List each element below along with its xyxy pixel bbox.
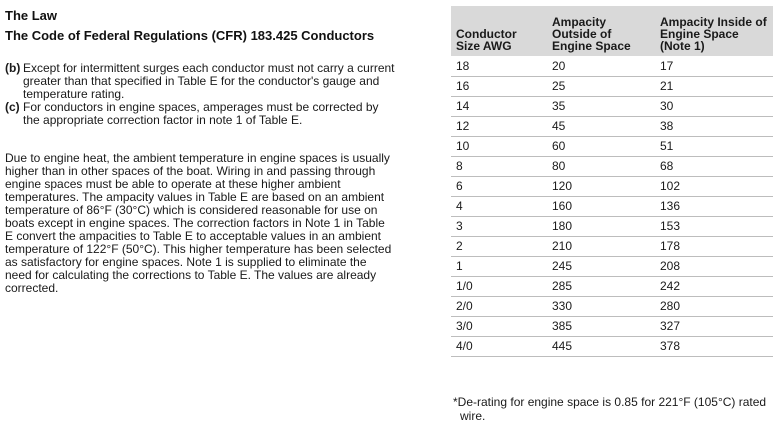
table-row [451, 336, 773, 356]
conductor-size-cell: 4/0 [451, 336, 547, 356]
rule-item-c [5, 101, 395, 127]
ampacity-inside-cell: 242 [655, 276, 773, 296]
ampacity-inside-cell: 30 [655, 96, 773, 116]
conductor-size-cell: 2/0 [451, 296, 547, 316]
table-row [451, 296, 773, 316]
ampacity-outside-cell: 330 [547, 296, 655, 316]
table-row [451, 236, 773, 256]
ampacity-inside-cell: 51 [655, 136, 773, 156]
table-row [451, 96, 773, 116]
ampacity-outside-cell: 35 [547, 96, 655, 116]
rule-list [5, 62, 395, 127]
ampacity-outside-cell: 180 [547, 216, 655, 236]
ampacity-inside-cell: 136 [655, 196, 773, 216]
ampacity-inside-cell: 153 [655, 216, 773, 236]
ampacity-inside-cell: 68 [655, 156, 773, 176]
table-header-row [451, 6, 773, 56]
rule-item-b [5, 62, 395, 101]
ampacity-outside-cell: 25 [547, 76, 655, 96]
ampacity-table [451, 6, 773, 357]
ampacity-outside-cell: 120 [547, 176, 655, 196]
ampacity-outside-cell: 245 [547, 256, 655, 276]
rule-marker: (b) [5, 61, 21, 75]
conductor-size-cell: 8 [451, 156, 547, 176]
conductor-size-cell: 18 [451, 56, 547, 76]
ampacity-outside-cell: 385 [547, 316, 655, 336]
rule-text: Except for intermittent surges each conductor must not carry a current greater than that specified in Table E for the conductor's gauge and temperature rating. [23, 61, 395, 101]
ampacity-outside-cell: 285 [547, 276, 655, 296]
ampacity-table-container [451, 6, 773, 357]
ampacity-inside-cell: 378 [655, 336, 773, 356]
table-row [451, 276, 773, 296]
ampacity-outside-cell: 80 [547, 156, 655, 176]
conductor-size-cell: 10 [451, 136, 547, 156]
conductor-size-cell: 6 [451, 176, 547, 196]
conductor-size-cell: 12 [451, 116, 547, 136]
table-row [451, 176, 773, 196]
ampacity-outside-cell: 45 [547, 116, 655, 136]
rule-marker: (c) [5, 100, 20, 114]
ampacity-inside-cell: 21 [655, 76, 773, 96]
ampacity-inside-cell: 178 [655, 236, 773, 256]
ampacity-inside-cell: 38 [655, 116, 773, 136]
ampacity-outside-cell: 60 [547, 136, 655, 156]
column-header-conductor-size: Conductor Size AWG [451, 6, 547, 56]
ampacity-outside-cell: 445 [547, 336, 655, 356]
section-heading: The Law [5, 8, 58, 23]
conductor-size-cell: 3 [451, 216, 547, 236]
conductor-size-cell: 1 [451, 256, 547, 276]
ampacity-inside-cell: 17 [655, 56, 773, 76]
table-row [451, 156, 773, 176]
conductor-size-cell: 1/0 [451, 276, 547, 296]
conductor-size-cell: 2 [451, 236, 547, 256]
table-row [451, 316, 773, 336]
ampacity-inside-cell: 280 [655, 296, 773, 316]
law-section [5, 8, 395, 295]
ampacity-outside-cell: 20 [547, 56, 655, 76]
conductor-size-cell: 3/0 [451, 316, 547, 336]
table-row [451, 56, 773, 76]
ampacity-outside-cell: 160 [547, 196, 655, 216]
conductor-size-cell: 14 [451, 96, 547, 116]
table-row [451, 136, 773, 156]
column-header-ampacity-outside: Ampacity Outside of Engine Space [547, 6, 655, 56]
engine-heat-paragraph: Due to engine heat, the ambient temperature in engine spaces is usually higher than in other spaces of the boat. Wiring in and passing through engine spaces must be able to operate at these higher ambient temperatures. The ampacity values in Table E are based on an ambient temperature of 86°F (30°C) which is considered reasonable for use on boats except in engine spaces. The correction factors in Note 1 in Table E convert the ampacities to Table E to acceptable values in an ambient temperature of 122°F (50°C). This higher temperature has been selected as satisfactory for engine spaces. Note 1 is supplied to eliminate the need for calculating the corrections to Table E. The values are already corrected. [5, 151, 392, 295]
table-row [451, 196, 773, 216]
ampacity-inside-cell: 208 [655, 256, 773, 276]
table-row [451, 216, 773, 236]
column-header-ampacity-inside: Ampacity Inside of Engine Space (Note 1) [655, 6, 773, 56]
table-row [451, 256, 773, 276]
table-row [451, 76, 773, 96]
derating-footnote: *De-rating for engine space is 0.85 for 221°F (105°C) rated wire. [453, 395, 767, 423]
ampacity-inside-cell: 327 [655, 316, 773, 336]
cfr-subheading: The Code of Federal Regulations (CFR) 183.425 Conductors [5, 28, 375, 43]
rule-text: For conductors in engine spaces, amperages must be corrected by the appropriate correction factor in note 1 of Table E. [23, 100, 379, 127]
ampacity-outside-cell: 210 [547, 236, 655, 256]
table-row [451, 116, 773, 136]
conductor-size-cell: 4 [451, 196, 547, 216]
ampacity-inside-cell: 102 [655, 176, 773, 196]
conductor-size-cell: 16 [451, 76, 547, 96]
